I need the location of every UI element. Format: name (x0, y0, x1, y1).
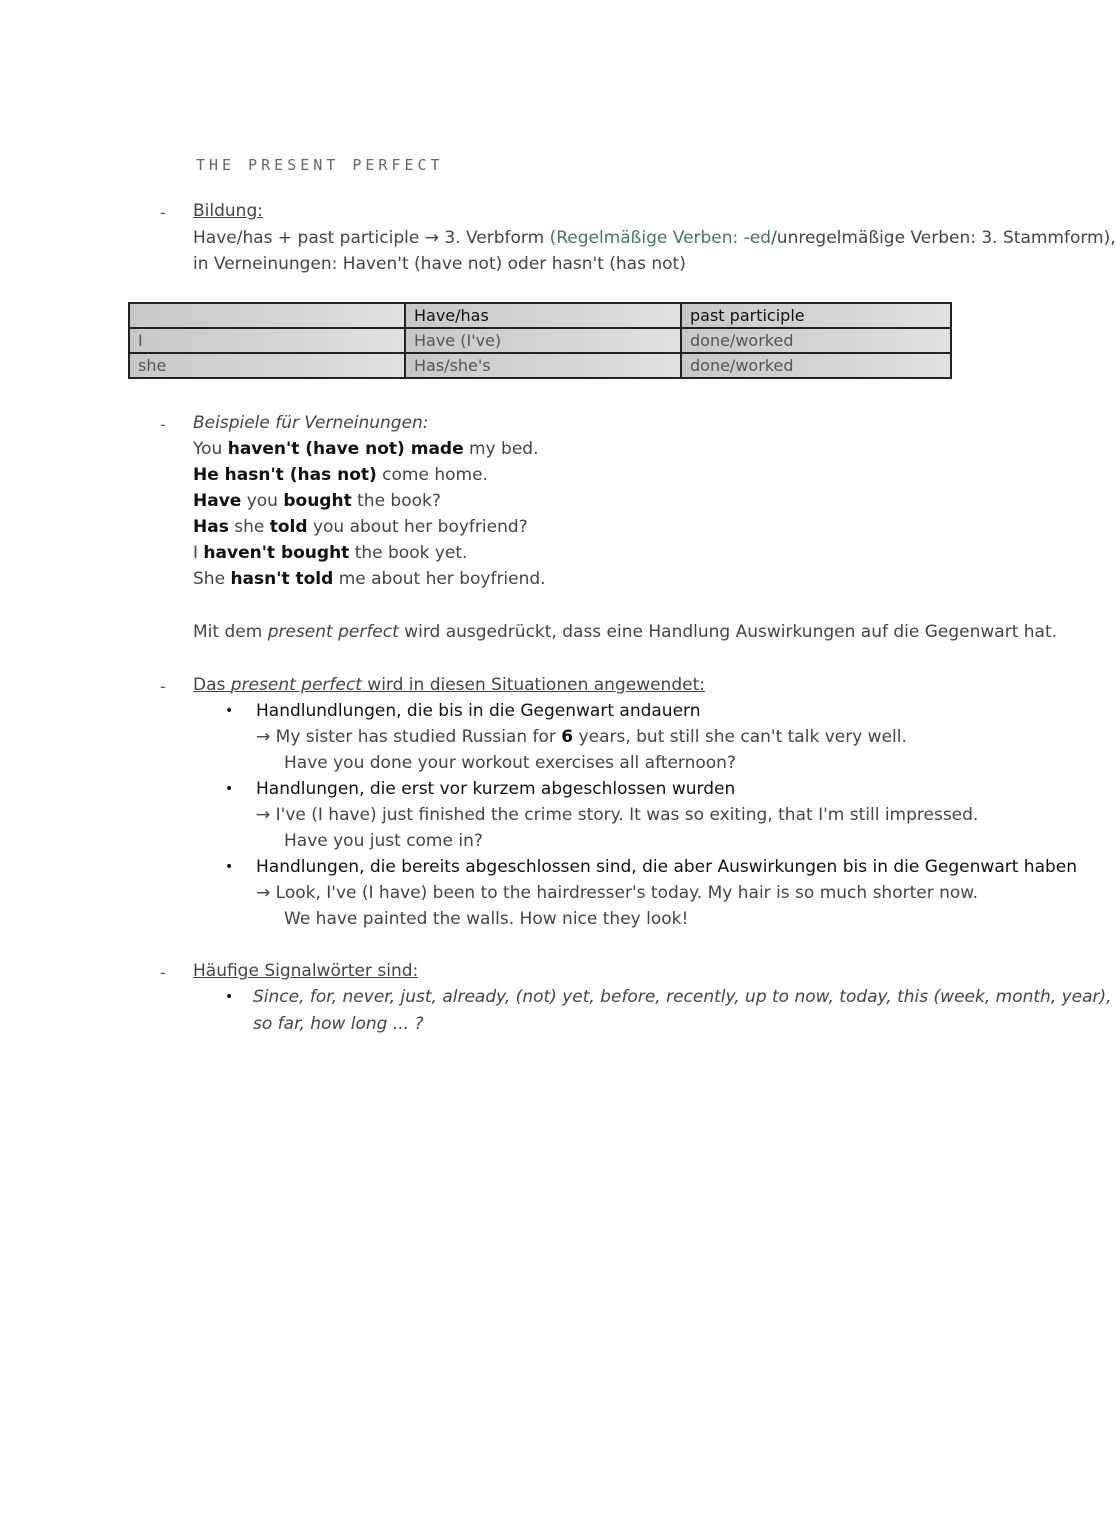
table-header-cell: past participle (681, 303, 951, 328)
negations-heading: Beispiele für Verneinungen: (193, 413, 429, 433)
bullet: • (225, 859, 234, 875)
signal-words-line-1: Since, for, never, just, already, (not) yet, before, recently, up to now, today, this (week, month, year), (253, 987, 1112, 1007)
table-cell: she (129, 353, 405, 378)
list-dash: - (160, 963, 166, 982)
table-cell: done/worked (681, 328, 951, 353)
table-cell: Has/she's (405, 353, 681, 378)
bildung-line-2: in Verneinungen: Haven't (have not) oder hasn't (has not) (193, 254, 686, 274)
negation-example: She hasn't told me about her boyfriend. (193, 569, 546, 589)
usage-example: → Look, I've (I have) been to the hairdresser's today. My hair is so much shorter now. (256, 883, 979, 903)
signal-heading: Häufige Signalwörter sind: (193, 961, 419, 981)
list-dash: - (160, 203, 166, 222)
table-header-cell: Have/has (405, 303, 681, 328)
bildung-line-1: Have/has + past participle → 3. Verbform (Regelmäßige Verben: -ed/unregelmäßige Verben: 3. Stammform), (193, 228, 1116, 248)
usage-example: Have you just come in? (284, 831, 483, 851)
summary-sentence: Mit dem present perfect wird ausgedrückt, dass eine Handlung Auswirkungen auf die Gegenwart hat. (193, 622, 1058, 642)
negation-example: Have you bought the book? (193, 491, 441, 511)
negation-example: He hasn't (has not) come home. (193, 465, 488, 485)
table-row (129, 353, 951, 378)
usage-item-title: Handlungen, die erst vor kurzem abgeschlossen wurden (256, 779, 736, 799)
page-title: THE PRESENT PERFECT (196, 156, 444, 174)
usage-item-title: Handlungen, die bereits abgeschlossen sind, die aber Auswirkungen bis in die Gegenwart haben (256, 857, 1078, 877)
table-header-row (129, 303, 951, 328)
conjugation-table (128, 302, 952, 379)
bildung-heading: Bildung: (193, 201, 263, 221)
bullet: • (225, 703, 234, 719)
usage-example: We have painted the walls. How nice they look! (284, 909, 689, 929)
negation-example: I haven't bought the book yet. (193, 543, 468, 563)
usage-item-title: Handlundlungen, die bis in die Gegenwart andauern (256, 701, 701, 721)
usage-example: → My sister has studied Russian for 6 years, but still she can't talk very well. (256, 727, 907, 747)
table-row (129, 328, 951, 353)
usage-example: → I've (I have) just finished the crime story. It was so exiting, that I'm still impressed. (256, 805, 979, 825)
negation-example: You haven't (have not) made my bed. (193, 439, 539, 459)
signal-words-line-2: so far, how long ... ? (253, 1014, 424, 1034)
table-header-cell (129, 303, 405, 328)
bullet: • (225, 989, 234, 1005)
negation-example: Has she told you about her boyfriend? (193, 517, 528, 537)
table-cell: I (129, 328, 405, 353)
bullet: • (225, 781, 234, 797)
table-cell: done/worked (681, 353, 951, 378)
usage-heading: Das present perfect wird in diesen Situationen angewendet: (193, 675, 705, 695)
table-cell: Have (I've) (405, 328, 681, 353)
usage-example: Have you done your workout exercises all afternoon? (284, 753, 736, 773)
list-dash: - (160, 677, 166, 696)
list-dash: - (160, 415, 166, 434)
